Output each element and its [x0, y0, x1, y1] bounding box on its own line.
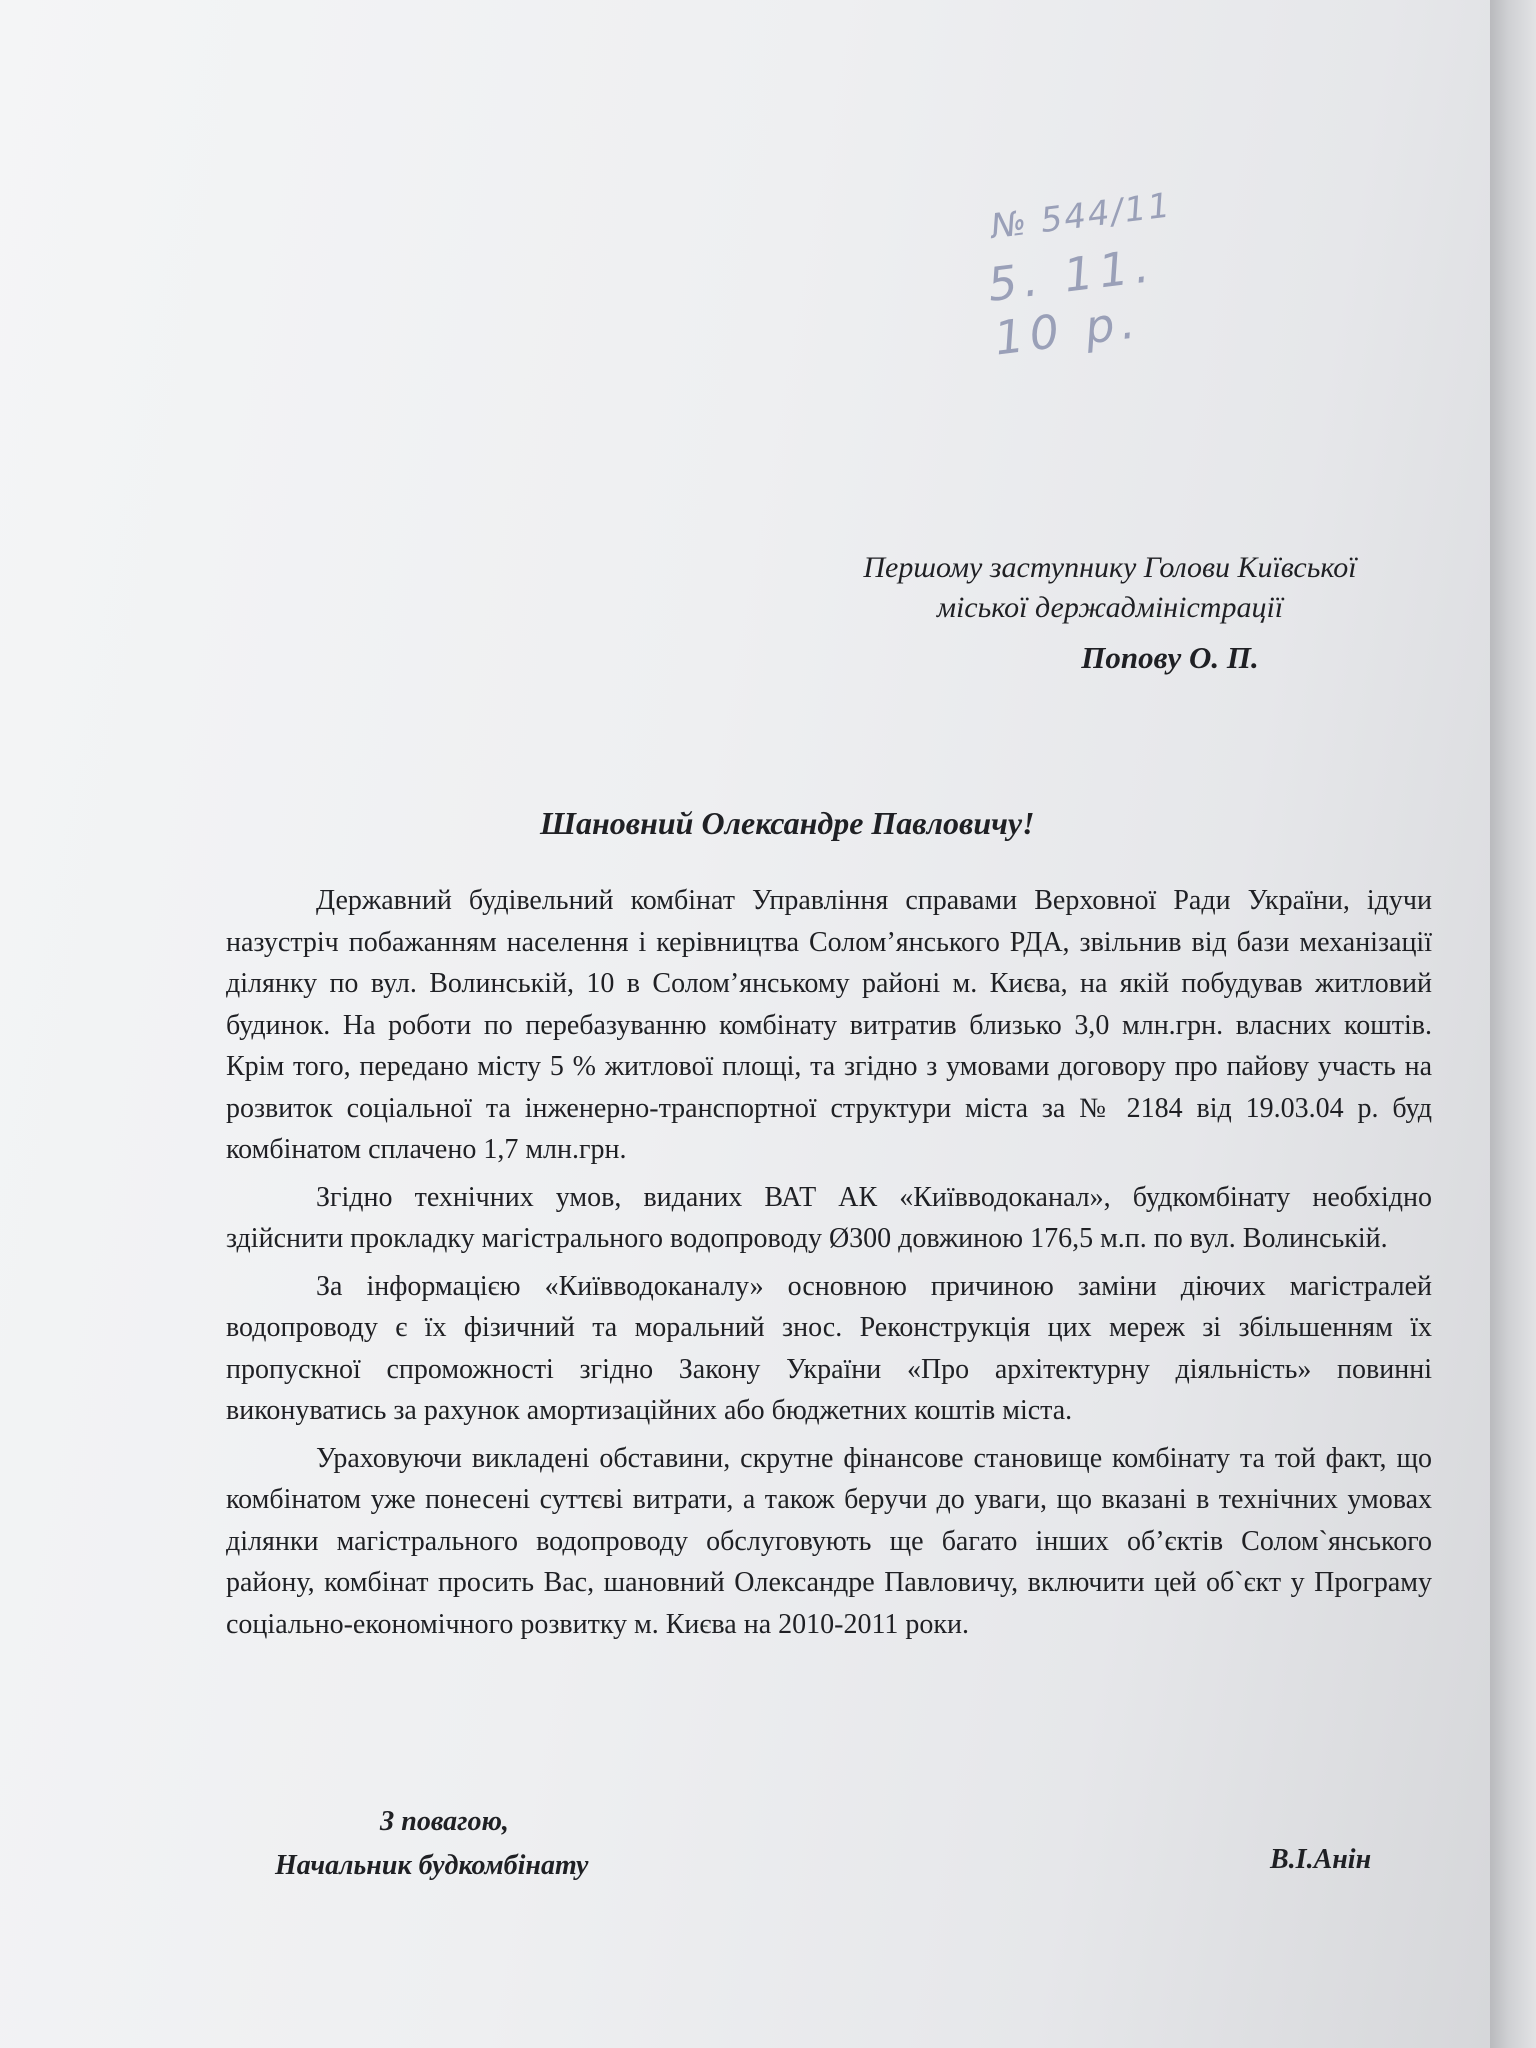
closing-block	[275, 1800, 588, 1888]
body-paragraph-3: За інформацією «Київводоканалу» основною причиною заміни діючих магістралей водопроводу є їх фізичний та моральний знос. Реконструкція цих мереж зі збільшенням їх пропускної спроможності згідно Закону України «Про архітектурну діяльність» повинні виконуватись за рахунок амортизаційних або бюджетних коштів міста.	[226, 1270, 1432, 1426]
closing-position: Начальник будкомбінату	[275, 1850, 589, 1881]
body-paragraph-4: Ураховуючи викладені обставини, скрутне фінансове становище комбінату та той факт, що комбінатом уже понесені суттєві витрати, а також беручи до уваги, що вказані в технічних умовах ділянки магістрального водопроводу обслуговують ще багато інших об’єктів Солом`янського району, комбінат просить Вас, шановний Олександре Павловичу, включити цей об`єкт у Програму соціально-економічного розвитку м. Києва на 2010-2011 роки.	[226, 1442, 1432, 1640]
closing-regards: З повагою,	[380, 1806, 509, 1837]
page-edge-shadow	[1490, 0, 1536, 2048]
handwritten-date: 5. 11. 10 р.	[984, 237, 1158, 366]
addressee-name: Попову О. П.	[1081, 640, 1259, 675]
addressee-block	[780, 548, 1440, 678]
body-paragraph-2: Згідно технічних умов, виданих ВАТ АК «Київводоканал», будкомбінату необхідно здійснити прокладку магістрального водопроводу Ø300 довжиною 176,5 м.п. по вул. Волинській.	[226, 1181, 1432, 1254]
body-paragraph-1: Державний будівельний комбінат Управління справами Верховної Ради України, ідучи назустріч побажанням населення і керівництва Солом’янського РДА, звільнив від бази механізації ділянку по вул. Волинській, 10 в Солом’янському районі м. Києва, на якій побудував житловий будинок. На роботи по перебазуванню комбінату витратив близько 3,0 млн.грн. власних коштів. Крім того, передано місту 5 % житлової площі, та згідно з умовами договору про пайову участь на розвиток соціальної та інженерно-транспортної структури міста за № 2184 від 19.03.04 р. буд комбінатом сплачено 1,7 млн.грн.	[226, 885, 1432, 1165]
addressee-line-1: Першому заступнику Голови Київської	[863, 551, 1357, 584]
handwritten-reg-number: № 544/11	[988, 185, 1174, 248]
salutation: Шановний Олександре Павловичу!	[540, 805, 1035, 841]
addressee-line-2: міської держадміністрації	[936, 591, 1284, 624]
letter-body	[226, 880, 1432, 1651]
signer-name: В.І.Анін	[1270, 1844, 1372, 1875]
